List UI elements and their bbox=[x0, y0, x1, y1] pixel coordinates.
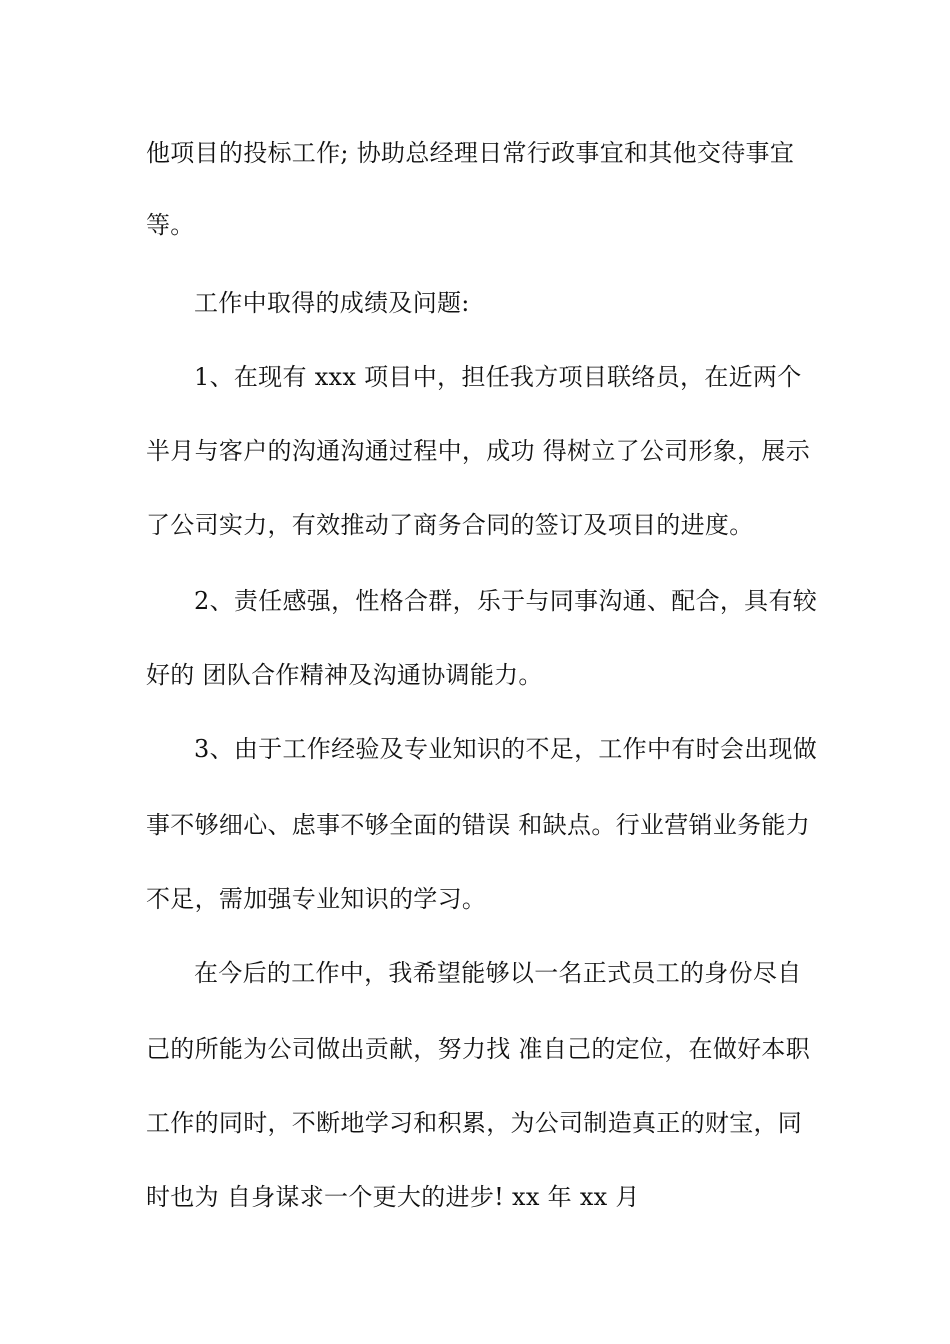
closing-paragraph-line: 时也为 自身谋求一个更大的进步! xx 年 xx 月 bbox=[146, 1183, 640, 1211]
list-item-3-line: 事不够细心、虑事不够全面的错误 和缺点。行业营销业务能力 bbox=[146, 811, 811, 839]
body-line: 他项目的投标工作; 协助总经理日常行政事宜和其他交待事宜 bbox=[146, 139, 795, 167]
list-item-3-line: 不足，需加强专业知识的学习。 bbox=[146, 885, 487, 913]
section-heading: 工作中取得的成绩及问题: bbox=[194, 289, 470, 317]
list-item-1-line: 半月与客户的沟通沟通过程中，成功 得树立了公司形象，展示 bbox=[146, 437, 811, 465]
list-item-1-line: 了公司实力，有效推动了商务合同的签订及项目的进度。 bbox=[146, 511, 754, 539]
closing-paragraph-line: 工作的同时，不断地学习和积累，为公司制造真正的财宝，同 bbox=[146, 1109, 803, 1137]
closing-paragraph-line: 在今后的工作中，我希望能够以一名正式员工的身份尽自 bbox=[194, 959, 802, 987]
closing-paragraph-line: 己的所能为公司做出贡献，努力找 准自己的定位，在做好本职 bbox=[146, 1035, 811, 1063]
list-item-3-line: 3、由于工作经验及专业知识的不足，工作中有时会出现做 bbox=[194, 735, 818, 763]
list-item-2-line: 2、责任感强，性格合群，乐于与同事沟通、配合，具有较 bbox=[194, 587, 818, 615]
list-item-1-line: 1、在现有 xxx 项目中，担任我方项目联络员，在近两个 bbox=[194, 363, 802, 391]
list-item-2-line: 好的 团队合作精神及沟通协调能力。 bbox=[146, 661, 543, 689]
body-line: 等。 bbox=[146, 211, 195, 239]
